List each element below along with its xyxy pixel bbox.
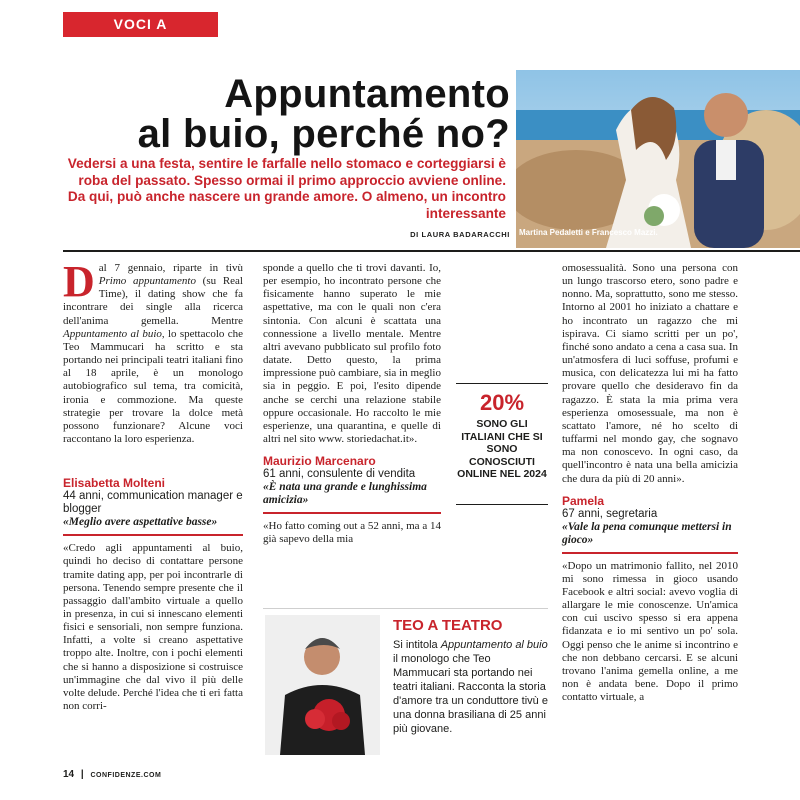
testimony-text: omosessualità. Sono una persona con un lungo trascorso etero, sono padre e nonno. Ma, soprattutto, sono me stesso. Intorno al 2001 ho iniziato a chattare e ho incontrato un ragazzo che mi ispirava. Ci siamo scritti per un po', finché sono andato a cena a casa sua. In un'atmosfera di luci soffuse, profumi e musica, con delicatezza lui mi ha fatto provare quello che desideravo fin da ragazzo. È stata la mia prima vera esperienza omosessuale, ma non è scattato l'amore, né ho scelto di tuffarmi nel mondo gay, che sognavo ma non conoscevo. In ogni caso, da quell'incontro è nata una bella amicizia che dura da più di 20 anni». bbox=[562, 262, 738, 485]
stat-text: SONO GLI ITALIANI CHE SI SONO CONOSCIUTI ONLINE NEL 2024 bbox=[457, 418, 547, 480]
column-3 bbox=[562, 262, 738, 704]
person-quote: «È nata una grande e lunghissima amicizia» bbox=[263, 481, 427, 507]
top-rule bbox=[63, 250, 800, 252]
drop-cap: D bbox=[63, 257, 95, 306]
box-title: TEO A TEATRO bbox=[393, 617, 503, 634]
person-quote: «Meglio avere aspettative basse» bbox=[63, 516, 218, 529]
teo-box bbox=[263, 608, 548, 755]
person-meta: 67 anni, segretaria bbox=[562, 507, 658, 520]
stat-callout bbox=[456, 383, 548, 505]
column-2 bbox=[263, 262, 441, 547]
box-text: Si intitola Appuntamento al buio il monologo che Teo Mammucari sta portando nei teatri italiani. Racconta la storia d'amore tra un conduttore tivù e una donna brasiliana di 25 anni più giovane. bbox=[393, 639, 548, 735]
article-title bbox=[60, 74, 510, 154]
person-name: Pamela bbox=[562, 493, 605, 508]
testimony-text: «Ho fatto coming out a 52 anni, ma a 14 già sapevo della mia bbox=[263, 520, 441, 546]
quote-divider bbox=[562, 552, 738, 554]
testimony-text: «Dopo un matrimonio fallito, nel 2010 mi sono rimessa in gioco usando Facebook e altri social: avevo voglia di allargare le mie conoscenze. Un'amica con cui uscivo spesso si era appena fidanzata e io mi sentivo un po' sola. Oggi penso che le anime si incontrino e che non debbano cercarsi. E se alcuni trovano l'anima gemella online, a me non è andata bene. Dopo il primo contatto virtuale, a bbox=[562, 559, 738, 704]
stat-number: 20% bbox=[479, 390, 525, 415]
byline: DI LAURA BADARACCHI bbox=[410, 230, 510, 239]
page-number: 14 bbox=[63, 769, 75, 780]
quote-divider bbox=[63, 534, 243, 536]
site-name: CONFIDENZE.COM bbox=[90, 772, 162, 779]
person-meta: 61 anni, consulente di vendita bbox=[263, 468, 416, 481]
title-line-1: Appuntamento bbox=[224, 72, 510, 116]
page-footer: 14 | CONFIDENZE.COM bbox=[63, 769, 162, 780]
section-kicker: VOCI A CONFRONTO bbox=[63, 12, 218, 37]
testimony-text: sponde a quello che ti trovi davanti. Io, per esempio, ho incontrato persone che fisicamente hanno superato le mie aspettative, ma con le quali non c'era sintonia. Con alcuni è scattata una connessione a livello mentale. Mentre altri avevano pubblicato sul profilo foto datate. Detto questo, la prima impressione può cambiare, sia in meglio sia in peggio. E poi, l'esito dipende anche se cerchi una relazione stabile oppure occasionale. Ho raccolto le mie esperienze, una quarantina, e quelle di altri nel sito www. storiedachat.it». bbox=[263, 262, 441, 446]
title-line-2: al buio, perché no? bbox=[137, 112, 510, 156]
person-name: Maurizio Marcenaro bbox=[263, 454, 376, 469]
testimony-text: «Credo agli appuntamenti al buio, quindi ho deciso di contattare persone tramite dating app, per poi incontrarle di persona. Tenendo sempre presente che il passaggio dall'ambito virtuale a quello in presenza, in cui si innescano elementi fisici e sensoriali, non sempre funziona. Infatti, a volte si creano aspettative troppo alte. Inoltre, con i pochi elementi che si hanno a disposizione si costruisce un'immagine che dal vivo il più delle volte delude. Perché l'idea che ti eri fatta non corri- bbox=[63, 542, 243, 713]
person-meta: 44 anni, communication manager e blogger bbox=[63, 490, 243, 516]
teo-photo bbox=[265, 615, 380, 755]
column-1 bbox=[63, 257, 243, 713]
quote-divider bbox=[263, 512, 441, 514]
standfirst: Vedersi a una festa, sentire le farfalle nello stomaco e corteggiarsi è roba del passato. Spesso ormai il primo approccio avviene online. Da qui, può anche nascere un grande amore. O almeno, un incontro interessante bbox=[67, 156, 506, 221]
person-quote: «Vale la pena comunque mettersi in gioco» bbox=[562, 520, 732, 546]
couple-photo bbox=[516, 70, 800, 248]
intro-paragraph: Dal 7 gennaio, riparte in tivù Primo appuntamento (su Real Time), il dating show che fa incontrare dei single alla ricerca dell'anima gemella. Mentre Appuntamento al buio, lo spettacolo che Teo Mammucari ha scritto e sta portando nei principali teatri italiani fino al 18 aprile, è un monologo autobiografico sul tema, tra comicità, ironia e commozione. Ma queste strategie per trovare la dolce metà possono funzionare? Alcune voci raccontano la loro esperienza. bbox=[63, 257, 243, 446]
person-name: Elisabetta Molteni bbox=[63, 476, 166, 491]
photo-caption: Martina Pedaletti e Francesco Mazzi. bbox=[519, 228, 658, 237]
